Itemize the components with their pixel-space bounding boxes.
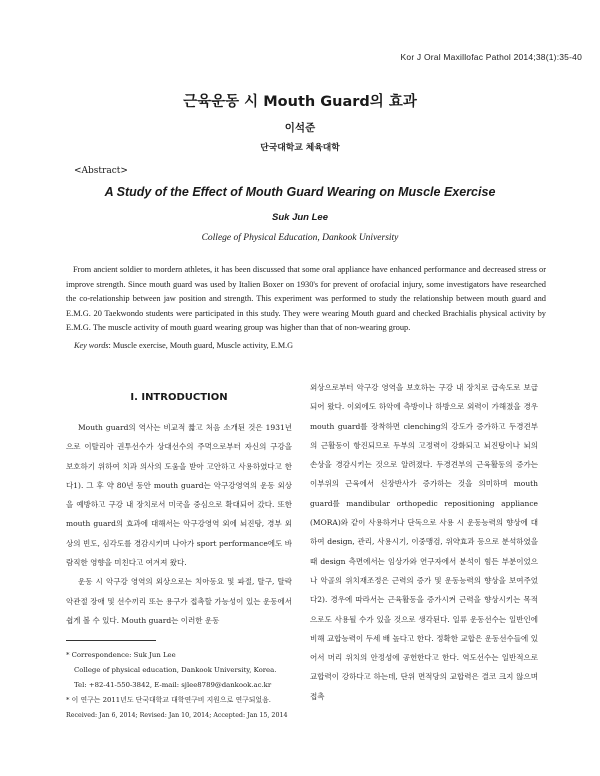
english-affiliation: College of Physical Education, Dankook University: [201, 233, 399, 243]
footnote-correspondence: * Correspondence: Suk Jun Lee: [66, 651, 176, 659]
footnote-funding: * 이 연구는 2011년도 단국대학교 대학연구비 지원으로 연구되었음.: [66, 696, 271, 704]
korean-affiliation: 단국대학교 체육대학: [260, 143, 340, 153]
intro-paragraph-2: 운동 시 악구강 영역의 외상으로는 치아동요 및 파절, 탈구, 탈락 악관절 장애 및 선수끼리 또는 용구가 접촉할 가능성이 있는 운동에서 쉽게 볼 수 있다. Mouth guard는 이러한 운동: [66, 577, 292, 625]
english-title: A Study of the Effect of Mouth Guard Wearing on Muscle Exercise: [104, 185, 496, 199]
korean-title: 근육운동 시 Mouth Guard의 효과: [183, 94, 417, 110]
footnote-contact: Tel: +82-41-550-3842, E-mail: sjlee8789@dankook.ac.kr: [74, 681, 272, 689]
right-column: [310, 378, 538, 706]
left-column: [66, 418, 292, 630]
journal-citation: Kor J Oral Maxillofac Pathol 2014;38(1):35-40: [400, 52, 582, 62]
right-column-text: 외상으로부터 악구강 영역을 보호하는 구강 내 장치로 급속도로 보급되어 왔다. 이외에도 하악에 측방이나 하방으로 외력이 가해졌을 경우 mouth guard를 장착하면 clenching의 강도가 증가하고 두경견부의 근활동이 항진되므로 두부의 고정력이 강화되고 뇌진탕이나 뇌의 손상을 경감시키는 것으로 알려졌다. 두경견부의 근육활동의 증가는 이부위의 근육에서 신장반사가 증가하는 것을 의미하며 mouth guard를 mandibular orthopedic repositioning appliance (MORA)와 같이 사용하거나 단독으로 사용 시 운동능력의 향상에 대하여 design, 관리, 사용시기, 이중맹검, 위약효과 등으로 분석하였을 때 design 측면에서는 임상가와 연구자에서 분석이 힘든 부분이었으나 악골의 위치재조정은 근력의 증가 및 운동능력의 향상을 보여주었다2). 경우에 따라서는 근육활동을 증가시켜 근력을 향상시키는 목적으로도 사용될 수가 있을 것으로 생각된다. 일류 운동선수는 일반인에 비해 교합능력이 두세 배 높다고 한다. 정확한 교합은 운동선수들에 있어서 머리 위치의 안정성에 공헌한다고 한다. 역도선수는 일반적으로 교합력이 강하다고 하는데, 단위 면적당의 교합력은 결코 크지 않으며 접촉: [310, 383, 538, 701]
intro-paragraph-1: Mouth guard의 역사는 비교적 짧고 처음 소개된 것은 1931년으로 이탈리아 권투선수가 상대선수의 주먹으로부터 자신의 구강을 보호하기 위하여 치과 의사의 도움을 받아 고안하고 사용하였다고 한다1). 그 후 약 80년 동안 mouth guard는 악구강영역의 운동 외상을 예방하고 구강 내 장치로서 미국을 중심으로 확대되어 갔다. 또한 mouth guard의 효과에 대해서는 악구강영역 외에 뇌진탕, 경부 외상의 빈도, 심각도를 경감시키며 나아가 sport performance에도 바람직한 영향을 미친다고 여겨져 왔다.: [66, 423, 292, 568]
footnote-divider: [66, 640, 156, 641]
keywords-label: Key words: [74, 341, 109, 350]
footnote-received-dates: Received: Jan 6, 2014; Revised: Jan 10, 2014; Accepted: Jan 15, 2014: [66, 712, 288, 719]
section-heading-introduction: Ⅰ. INTRODUCTION: [130, 392, 228, 403]
abstract-label: <Abstract>: [74, 166, 128, 176]
keywords: [74, 341, 293, 350]
english-author: Suk Jun Lee: [272, 212, 328, 223]
keywords-text: : Muscle exercise, Mouth guard, Muscle activity, E.M.G: [108, 341, 294, 350]
footnote-address: College of physical education, Dankook University, Korea.: [74, 666, 277, 674]
abstract-text: From ancient soldier to mordern athletes, it has been discussed that some oral appliance have enhanced performance and decreased stress or improve strength. Since mouth guard was used by Italien Boxer on 1930's for prevent of orofacial injury, some investigators have researched the co-relationship between jaw position and strength. This experiment was performed to study the relationship between mouth guard and E.M.G. 20 Taekwondo students were participated in this study. They were wearing Mouth guard and checked Brachialis physical activity by E.M.G. The muscle activity of mouth guard wearing group was higher than that of non-wearing group.: [66, 265, 546, 333]
korean-author: 이석준: [284, 122, 316, 134]
footnotes: [66, 648, 306, 723]
